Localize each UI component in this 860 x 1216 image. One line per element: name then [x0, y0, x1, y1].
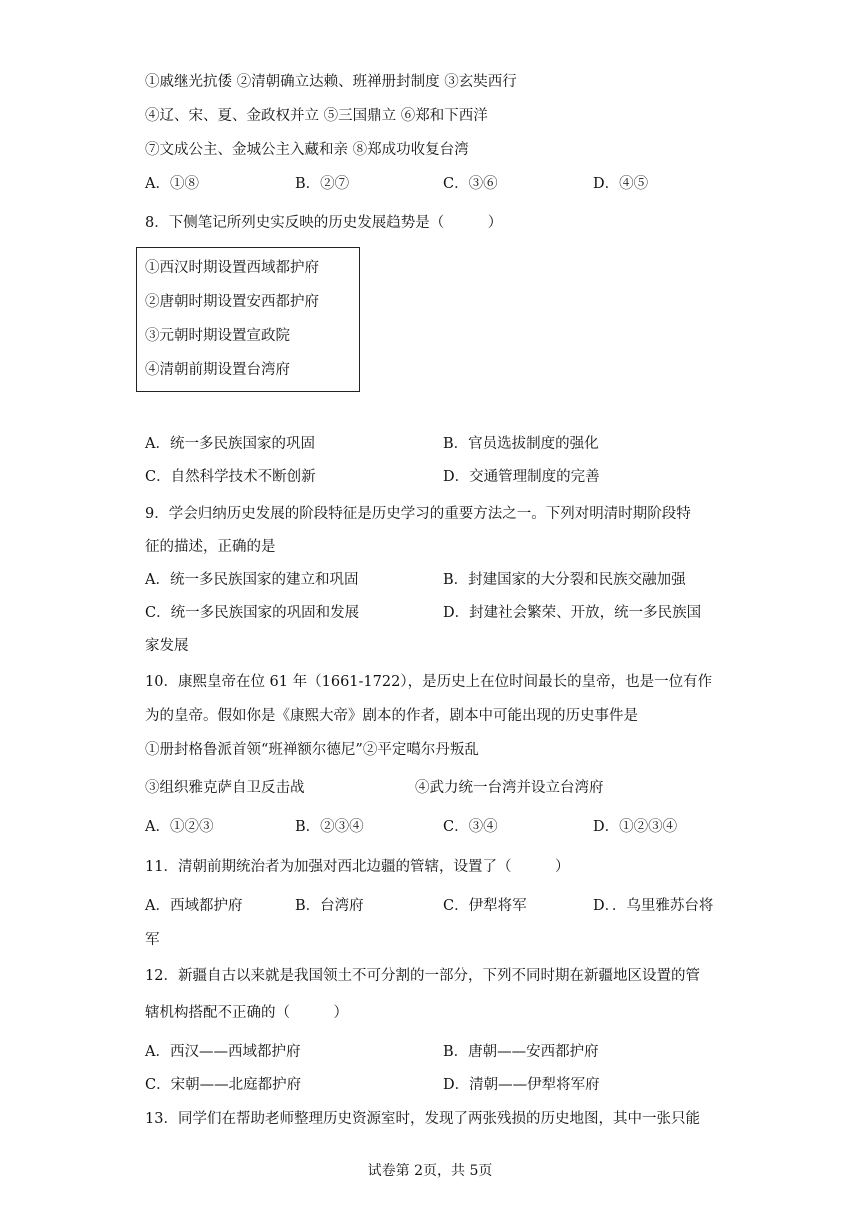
q11-choice-b: B．台湾府 [295, 898, 364, 914]
q8-note-2: ②唐朝时期设置安西都护府 [145, 294, 319, 310]
q13-stem-line-1: 13．同学们在帮助老师整理历史资源室时，发现了两张残损的历史地图，其中一张只能 [145, 1111, 700, 1127]
q8-choice-a: A．统一多民族国家的巩固 [145, 436, 315, 452]
q12-choice-c: C．宋朝——北庭都护府 [145, 1077, 302, 1093]
q11-stem: 11．清朝前期统治者为加强对西北边疆的管辖，设置了（ ） [145, 859, 570, 875]
q8-stem: 8．下侧笔记所列史实反映的历史发展趋势是（ ） [145, 215, 503, 231]
q8-choice-c: C．自然科学技术不断创新 [145, 469, 316, 485]
page-footer: 试卷第 2页，共 5页 [367, 1163, 493, 1179]
q10-item-line-1: ①册封格鲁派首领“班禅额尔德尼”②平定噶尔丹叛乱 [145, 742, 479, 758]
q9-stem-line-2: 征的描述，正确的是 [145, 539, 276, 555]
q10-choice-d: D．①②③④ [593, 819, 678, 835]
q7-choice-c: C．③⑥ [443, 176, 498, 192]
q7-option-line-3: ⑦文成公主、金城公主入藏和亲 ⑧郑成功收复台湾 [145, 142, 469, 158]
q7-choice-d: D．④⑤ [593, 176, 649, 192]
q11-choice-d: D．．乌里雅苏台将 [593, 898, 714, 914]
q7-choice-b: B．②⑦ [295, 176, 350, 192]
q7-option-line-1: ①戚继光抗倭 ②清朝确立达赖、班禅册封制度 ③玄奘西行 [145, 74, 517, 90]
q12-choice-a: A．西汉——西域都护府 [145, 1044, 301, 1060]
q8-note-3: ③元朝时期设置宣政院 [145, 328, 290, 344]
q12-choice-d: D．清朝——伊犁将军府 [443, 1077, 600, 1093]
q10-choice-b: B．②③④ [295, 819, 364, 835]
q10-stem-line-1: 10．康熙皇帝在位 61 年（1661-1722），是历史上在位时间最长的皇帝，也是一位有作 [145, 674, 713, 690]
q7-option-line-2: ④辽、宋、夏、金政权并立 ⑤三国鼎立 ⑥郑和下西洋 [145, 108, 488, 124]
q9-choice-c: C．统一多民族国家的巩固和发展 [145, 605, 360, 621]
q8-choice-b: B．官员选拔制度的强化 [443, 436, 599, 452]
q11-choice-c: C．伊犁将军 [443, 898, 527, 914]
q11-choice-a: A．西域都护府 [145, 898, 243, 914]
q12-stem-line-2: 辖机构搭配不正确的（ ） [145, 1005, 348, 1021]
q9-choice-d-continuation: 家发展 [145, 638, 189, 654]
q9-choice-a: A．统一多民族国家的建立和巩固 [145, 572, 359, 588]
q10-choice-a: A．①②③ [145, 819, 214, 835]
q9-choice-d: D．封建社会繁荣、开放，统一多民族国 [443, 605, 702, 621]
q10-choice-c: C．③④ [443, 819, 498, 835]
q9-stem-line-1: 9．学会归纳历史发展的阶段特征是历史学习的重要方法之一。下列对明清时期阶段特 [145, 506, 691, 522]
q7-choice-a: A．①⑧ [145, 176, 199, 192]
q12-stem-line-1: 12．新疆自古以来就是我国领土不可分割的一部分，下列不同时期在新疆地区设置的管 [145, 968, 700, 984]
q10-item-4: ④武力统一台湾并设立台湾府 [415, 780, 604, 796]
q8-note-4: ④清朝前期设置台湾府 [145, 362, 290, 378]
q9-choice-b: B．封建国家的大分裂和民族交融加强 [443, 572, 686, 588]
q10-item-3: ③组织雅克萨自卫反击战 [145, 780, 305, 796]
q11-choice-d-continuation: 军 [145, 932, 160, 948]
q8-note-1: ①西汉时期设置西域都护府 [145, 260, 319, 276]
q12-choice-b: B．唐朝——安西都护府 [443, 1044, 599, 1060]
q10-stem-line-2: 为的皇帝。假如你是《康熙大帝》剧本的作者，剧本中可能出现的历史事件是 [145, 708, 638, 724]
q8-choice-d: D．交通管理制度的完善 [443, 469, 600, 485]
